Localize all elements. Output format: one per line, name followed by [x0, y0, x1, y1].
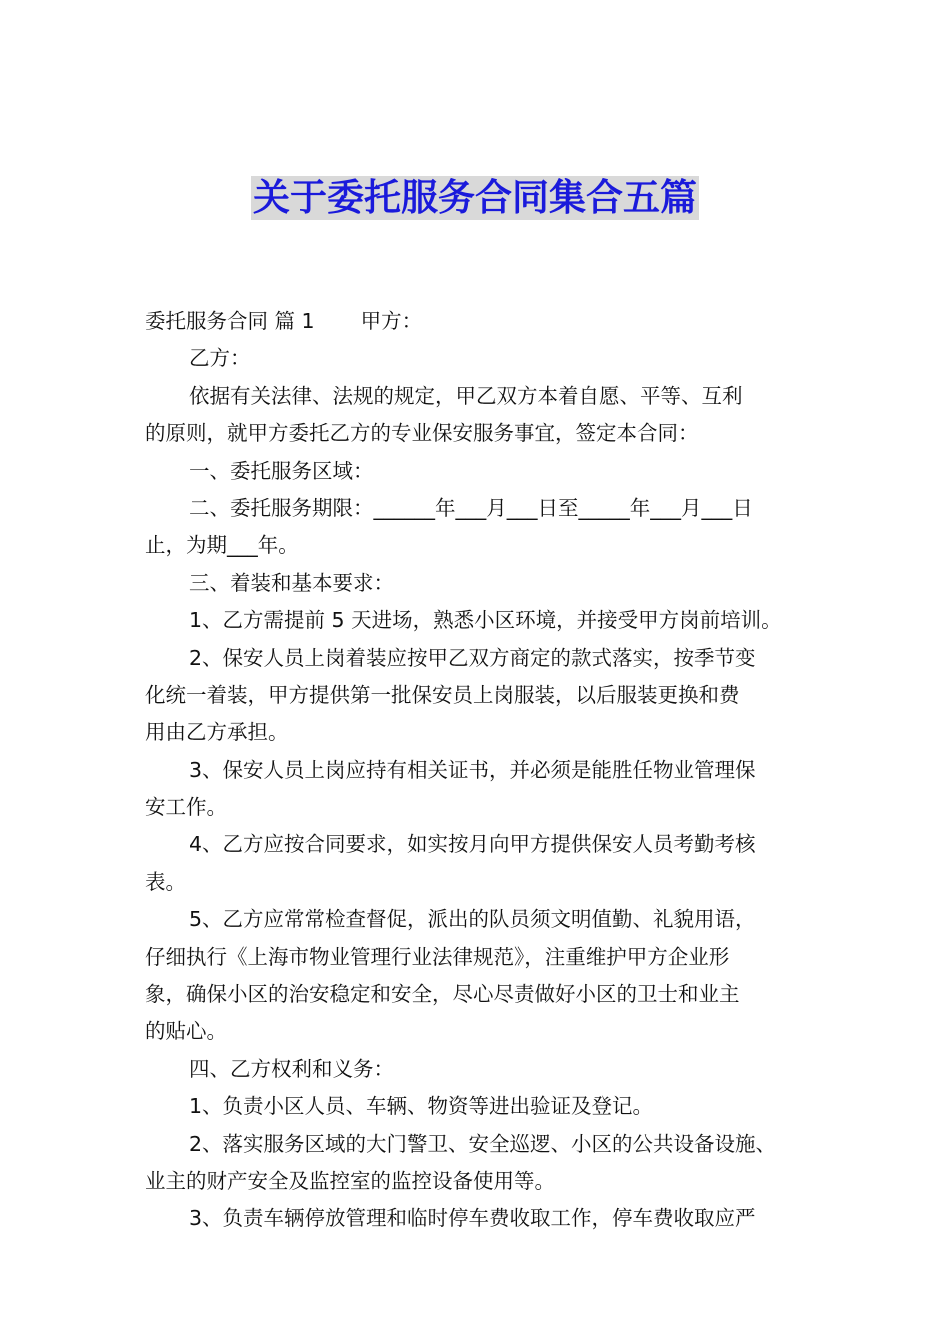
- paragraph-line: 2、落实服务区域的大门警卫、安全巡逻、小区的公共设备设施、: [189, 1131, 777, 1156]
- paragraph-line: 的贴心。: [145, 1019, 227, 1044]
- paragraph-line: 的原则，就甲方委托乙方的专业保安服务事宜，签定本合同：: [145, 421, 699, 446]
- paragraph-line: 一、委托服务区域：: [189, 458, 374, 483]
- document-body: [145, 303, 810, 1238]
- section-header-line: [145, 303, 810, 340]
- paragraph-line: 4、乙方应按合同要求，如实按月向甲方提供保安人员考勤考核: [189, 832, 756, 857]
- title-container: [0, 176, 950, 220]
- paragraph-line: 安工作。: [145, 795, 227, 820]
- party-a-label: 甲方：: [360, 309, 423, 333]
- paragraph-line: 仔细执行《上海市物业管理行业法律规范》，注重维护甲方企业形: [145, 944, 730, 969]
- paragraph-line: 乙方：: [189, 346, 251, 371]
- paragraph-line: 1、乙方需提前 5 天进场，熟悉小区环境，并接受甲方岗前培训。: [189, 608, 782, 633]
- paragraph-line: 四、乙方权利和义务：: [189, 1056, 394, 1081]
- paragraph-line: 2、保安人员上岗着装应按甲乙双方商定的款式落实，按季节变: [189, 645, 756, 670]
- paragraph-line: 三、着装和基本要求：: [189, 570, 394, 595]
- paragraph-line: 止，为期___年。: [145, 533, 299, 558]
- paragraph-line: 依据有关法律、法规的规定，甲乙双方本着自愿、平等、互利: [189, 383, 743, 408]
- paragraph-line: 3、保安人员上岗应持有相关证书，并必须是能胜任物业管理保: [189, 757, 756, 782]
- document-title: 关于委托服务合同集合五篇: [253, 176, 697, 219]
- paragraph-line: 用由乙方承担。: [145, 720, 289, 745]
- paragraph-line: 业主的财产安全及监控室的监控设备使用等。: [145, 1168, 555, 1193]
- paragraph-line: 二、委托服务期限：______年___月___日至_____年___月___日: [189, 495, 753, 520]
- paragraph-line: 表。: [145, 869, 186, 894]
- paragraph-line: 1、负责小区人员、车辆、物资等进出验证及登记。: [189, 1094, 654, 1119]
- section-heading: 委托服务合同 篇 1: [145, 309, 315, 333]
- paragraph-line: 象，确保小区的治安稳定和安全，尽心尽责做好小区的卫士和业主: [145, 982, 740, 1007]
- paragraph-line: 3、负责车辆停放管理和临时停车费收取工作，停车费收取应严: [189, 1206, 756, 1231]
- paragraph-line: 5、乙方应常常检查督促，派出的队员须文明值勤、礼貌用语，: [189, 907, 756, 932]
- paragraph-line: 化统一着装，甲方提供第一批保安员上岗服装，以后服装更换和费: [145, 682, 740, 707]
